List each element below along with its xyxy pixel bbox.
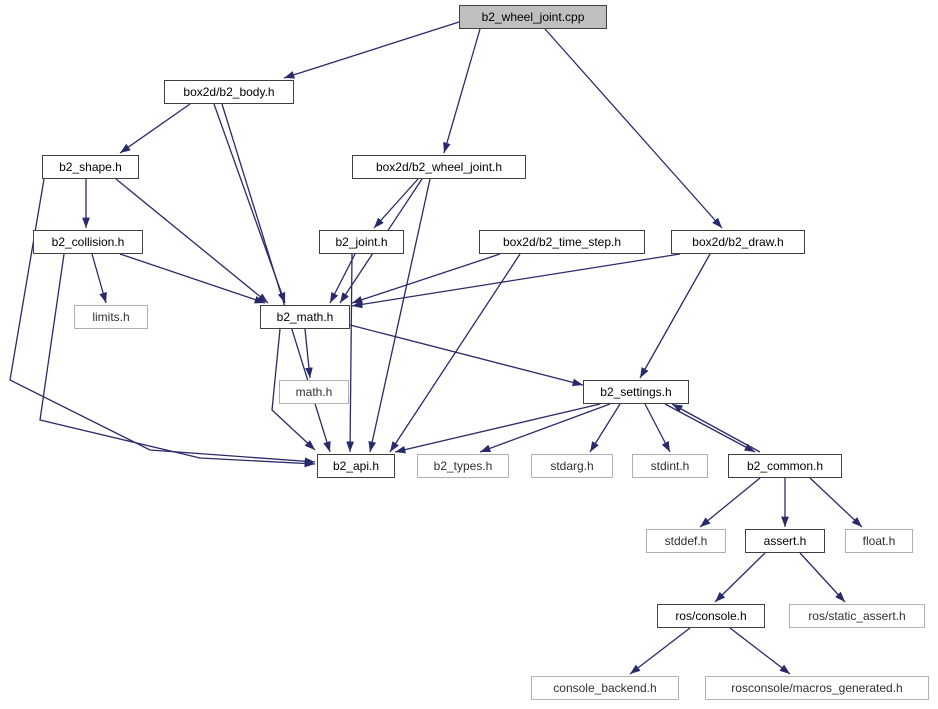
graph-edge [350,254,352,452]
graph-edge [672,404,760,452]
graph-node[interactable]: box2d/b2_body.h [164,80,294,104]
graph-node[interactable]: stdarg.h [531,454,613,478]
graph-node[interactable]: b2_joint.h [319,230,404,254]
graph-edge [590,404,620,452]
graph-edge [444,29,480,153]
graph-node[interactable]: b2_types.h [417,454,509,478]
graph-node[interactable]: box2d/b2_time_step.h [479,230,645,254]
graph-edge [330,254,355,303]
graph-edge [352,254,680,306]
graph-node[interactable]: b2_api.h [317,454,395,478]
graph-edge [214,104,285,303]
graph-node[interactable]: ros/console.h [657,604,765,628]
graph-edge [352,254,500,303]
graph-node[interactable]: b2_wheel_joint.cpp [459,5,607,29]
graph-edge [640,254,710,378]
graph-edge [395,404,600,452]
graph-node[interactable]: console_backend.h [531,676,679,700]
graph-node[interactable]: b2_settings.h [583,380,689,404]
graph-edge [120,104,190,153]
graph-edge [700,478,760,527]
graph-edge [645,404,670,452]
graph-edge [715,553,765,602]
graph-node[interactable]: limits.h [74,305,148,329]
graph-node[interactable]: b2_math.h [260,305,350,329]
graph-node[interactable]: b2_collision.h [33,230,143,254]
graph-edge [284,22,459,78]
graph-node[interactable]: b2_shape.h [42,155,139,179]
graph-edge [665,404,755,452]
graph-edge [810,478,862,527]
graph-edge [800,553,845,602]
graph-node[interactable]: math.h [279,380,349,404]
graph-edge [374,179,418,228]
graph-edge [630,628,690,674]
graph-edge [92,254,106,303]
graph-node[interactable]: b2_common.h [728,454,842,478]
graph-edge [390,254,520,452]
graph-node[interactable]: ros/static_assert.h [789,604,925,628]
graph-edge [305,329,310,378]
graph-node[interactable]: stdint.h [632,454,708,478]
graph-node[interactable]: box2d/b2_wheel_joint.h [352,155,526,179]
graph-edge [40,254,315,464]
graph-node[interactable]: float.h [845,529,913,553]
graph-edge [370,179,430,452]
graph-node[interactable]: box2d/b2_draw.h [671,230,805,254]
graph-edge [120,254,265,303]
graph-node[interactable]: assert.h [745,529,825,553]
graph-node[interactable]: rosconsole/macros_generated.h [705,676,929,700]
graph-edge [730,628,790,674]
graph-node[interactable]: stddef.h [646,529,726,553]
graph-edge [350,325,583,385]
graph-edge [480,404,610,452]
graph-edge [545,29,722,228]
